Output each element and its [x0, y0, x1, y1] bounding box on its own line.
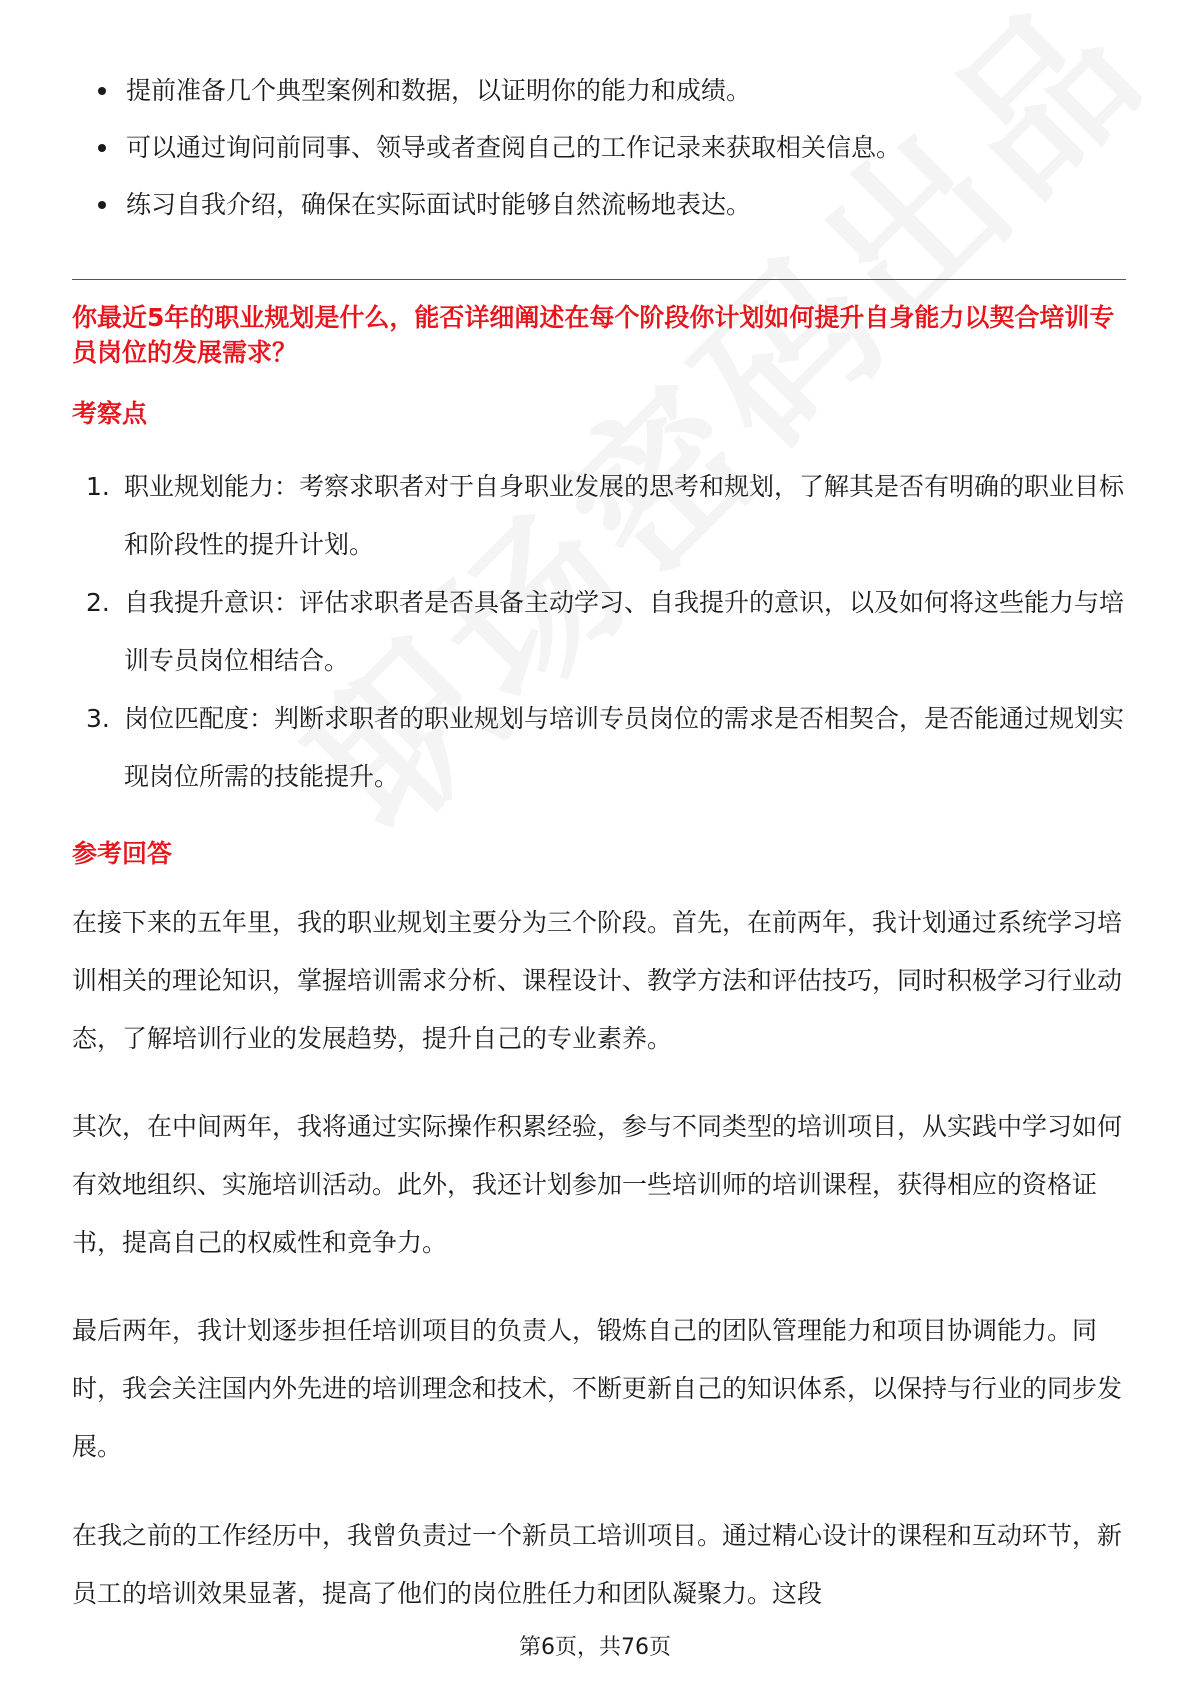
bullet-item: 可以通过询问前同事、领导或者查阅自己的工作记录来获取相关信息。 — [96, 119, 1126, 176]
focus-point-item — [72, 690, 1126, 806]
item-number: 2. — [86, 588, 110, 617]
item-number: 1. — [86, 472, 110, 501]
interview-question: 你最近5年的职业规划是什么，能否详细阐述在每个阶段你计划如何提升自身能力以契合培训专员岗位的发展需求？ — [72, 303, 1115, 367]
focus-point-text: 岗位匹配度：判断求职者的职业规划与培训专员岗位的需求是否相契合，是否能通过规划实现岗位所需的技能提升。 — [124, 704, 1125, 791]
section-divider — [72, 279, 1126, 280]
focus-points-list — [72, 458, 1126, 806]
bullet-item: 提前准备几个典型案例和数据，以证明你的能力和成绩。 — [96, 62, 1126, 119]
answer-paragraph: 在我之前的工作经历中，我曾负责过一个新员工培训项目。通过精心设计的课程和互动环节，新员工的培训效果显著，提高了他们的岗位胜任力和团队凝聚力。这段 — [72, 1521, 1123, 1608]
focus-point-item — [72, 574, 1126, 690]
tips-bullet-list — [96, 62, 1126, 233]
answer-paragraph: 其次，在中间两年，我将通过实际操作积累经验，参与不同类型的培训项目，从实践中学习如何有效地组织、实施培训活动。此外，我还计划参加一些培训师的培训课程，获得相应的资格证书，提高自己的权威性和竞争力。 — [72, 1112, 1123, 1257]
focus-point-text: 职业规划能力：考察求职者对于自身职业发展的思考和规划，了解其是否有明确的职业目标和阶段性的提升计划。 — [124, 472, 1125, 559]
answer-section-title: 参考回答 — [72, 839, 173, 868]
answer-paragraph: 在接下来的五年里，我的职业规划主要分为三个阶段。首先，在前两年，我计划通过系统学习培训相关的理论知识，掌握培训需求分析、课程设计、教学方法和评估技巧，同时积极学习行业动态，了解培训行业的发展趋势，提升自己的专业素养。 — [72, 908, 1123, 1053]
bullet-item: 练习自我介绍，确保在实际面试时能够自然流畅地表达。 — [96, 176, 1126, 233]
item-number: 3. — [86, 704, 110, 733]
focus-point-text: 自我提升意识：评估求职者是否具备主动学习、自我提升的意识，以及如何将这些能力与培训专员岗位相结合。 — [124, 588, 1125, 675]
answer-paragraph: 最后两年，我计划逐步担任培训项目的负责人，锻炼自己的团队管理能力和项目协调能力。同时，我会关注国内外先进的培训理念和技术，不断更新自己的知识体系，以保持与行业的同步发展。 — [72, 1316, 1123, 1461]
page-number-footer: 第6页，共76页 — [519, 1635, 671, 1660]
focus-section-title: 考察点 — [72, 399, 148, 428]
focus-point-item — [72, 458, 1126, 574]
